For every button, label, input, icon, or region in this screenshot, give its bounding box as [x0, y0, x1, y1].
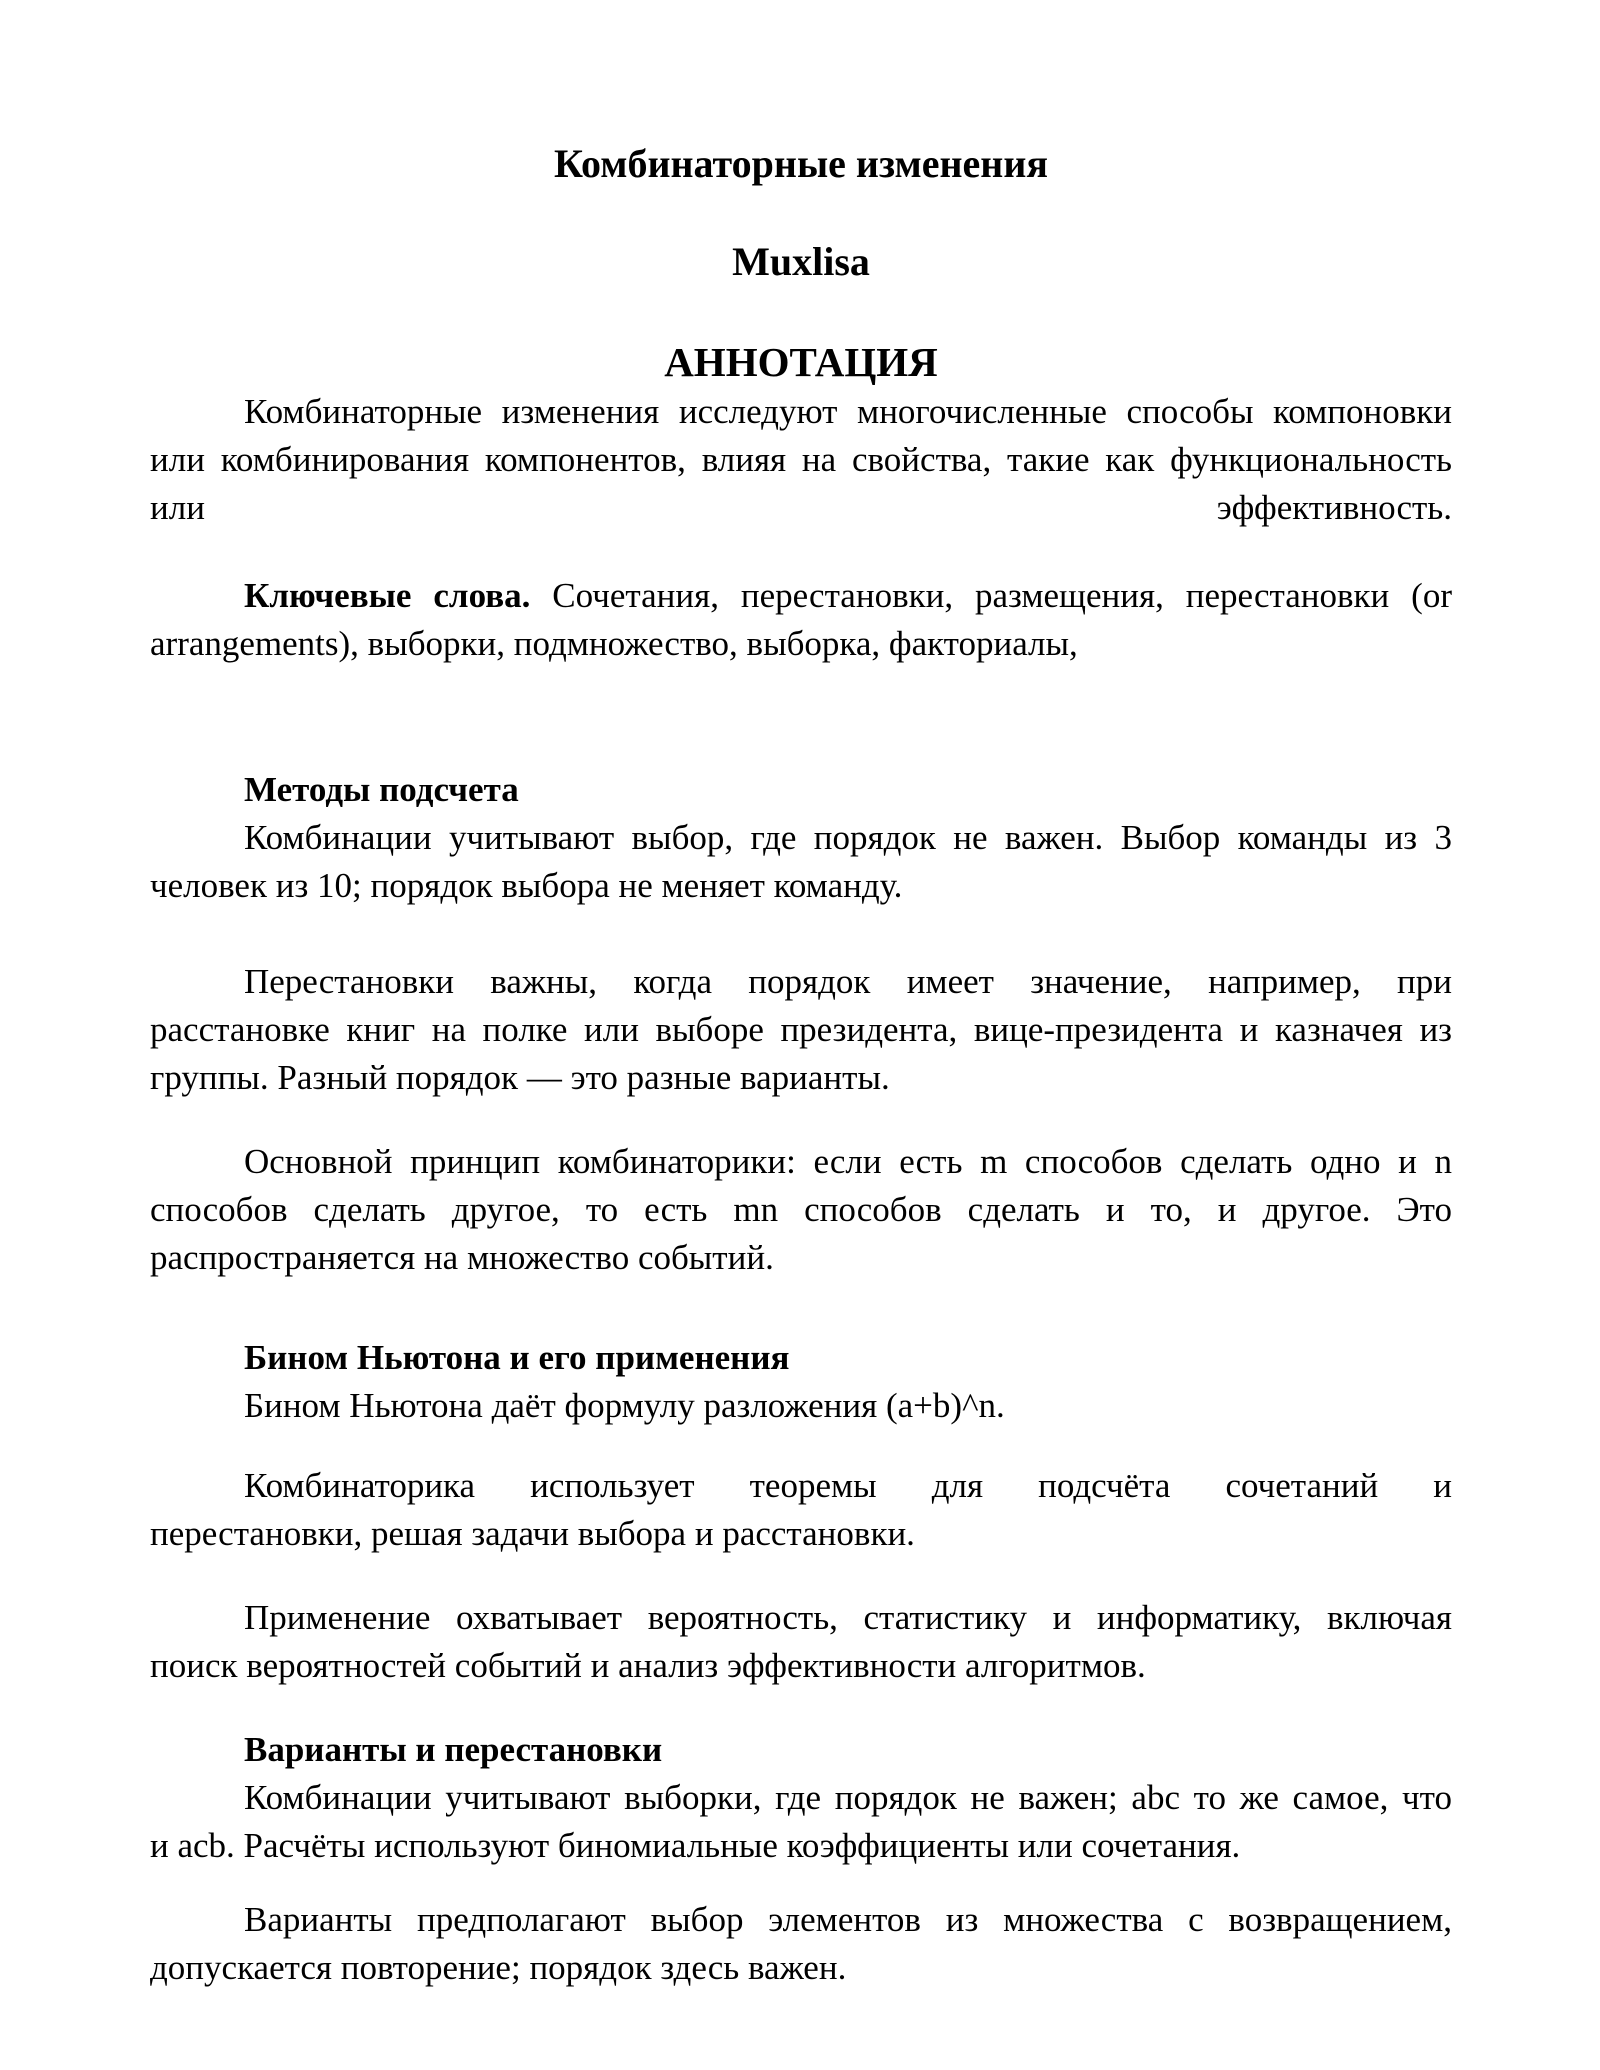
paragraph-line	[150, 484, 1452, 532]
paragraph-line: arrangements), выборки, подмножество, выборка, факториалы,	[150, 624, 1078, 663]
section-heading-variants: Варианты и перестановки	[244, 1730, 663, 1769]
paragraph-line: Основной принцип комбинаторики: если есть m способов сделать одно и n	[244, 1142, 1452, 1181]
paragraph-line: и acb. Расчёты используют биномиальные коэффициенты или сочетания.	[150, 1826, 1241, 1865]
paragraph-keywords	[150, 572, 1452, 668]
paragraph-line: способов сделать другое, то есть mn способов сделать и то, и другое. Это	[150, 1190, 1452, 1229]
paragraph-variants-repetition	[150, 1896, 1452, 1992]
paragraph-line: поиск вероятностей событий и анализ эффективности алгоритмов.	[150, 1646, 1146, 1685]
keywords-text: Сочетания, перестановки, размещения, перестановки (or	[552, 576, 1452, 615]
author-name: Muxlisa	[732, 239, 870, 284]
paragraph-line: Комбинаторика использует теоремы для подсчёта сочетаний и	[244, 1466, 1452, 1505]
paragraph-line: Комбинаторные изменения исследуют многочисленные способы компоновки	[244, 392, 1452, 431]
paragraph-line: человек из 10; порядок выбора не меняет команду.	[150, 866, 903, 905]
paragraph-line: перестановки, решая задачи выбора и расстановки.	[150, 1514, 915, 1553]
paragraph-line: Бином Ньютона даёт формулу разложения (a+b)^n.	[244, 1386, 1005, 1425]
paragraph-permutations	[150, 958, 1452, 1102]
section-heading-binomial: Бином Ньютона и его применения	[244, 1338, 790, 1377]
paragraph-line: расстановке книг на полке или выборе президента, вице-президента и казначея из	[150, 1010, 1452, 1049]
keywords-label: Ключевые слова.	[244, 576, 531, 615]
paragraph-binomial-formula	[150, 1382, 1452, 1430]
paragraph-line: допускается повторение; порядок здесь важен.	[150, 1948, 847, 1987]
paragraph-line: Применение охватывает вероятность, статистику и информатику, включая	[244, 1598, 1452, 1637]
paragraph-line	[150, 572, 1452, 620]
paragraph-intro	[150, 388, 1452, 532]
paragraph-line: Перестановки важны, когда порядок имеет значение, например, при	[244, 962, 1452, 1001]
paragraph-combinations	[150, 814, 1452, 910]
paragraph-selections	[150, 1774, 1452, 1870]
line-left-word: или	[150, 488, 205, 527]
line-right-word: эффективность.	[1216, 488, 1452, 527]
paragraph-combinatorics-theorems	[150, 1462, 1452, 1558]
paragraph-line: Комбинации учитывают выбор, где порядок не важен. Выбор команды из 3	[244, 818, 1452, 857]
annotation-heading: АННОТАЦИЯ	[664, 339, 938, 385]
paragraph-line: распространяется на множество событий.	[150, 1238, 774, 1277]
paragraph-principle	[150, 1138, 1452, 1282]
paragraph-line: Варианты предполагают выбор элементов из множества с возвращением,	[244, 1900, 1452, 1939]
paragraph-line: Комбинации учитывают выборки, где порядок не важен; abc то же самое, что	[244, 1778, 1452, 1817]
paragraph-applications	[150, 1594, 1452, 1690]
paragraph-line: группы. Разный порядок — это разные варианты.	[150, 1058, 890, 1097]
paragraph-line: или комбинирования компонентов, влияя на свойства, такие как функциональность	[150, 440, 1452, 479]
section-heading-methods: Методы подсчета	[244, 770, 519, 809]
document-title: Комбинаторные изменения	[553, 141, 1049, 186]
